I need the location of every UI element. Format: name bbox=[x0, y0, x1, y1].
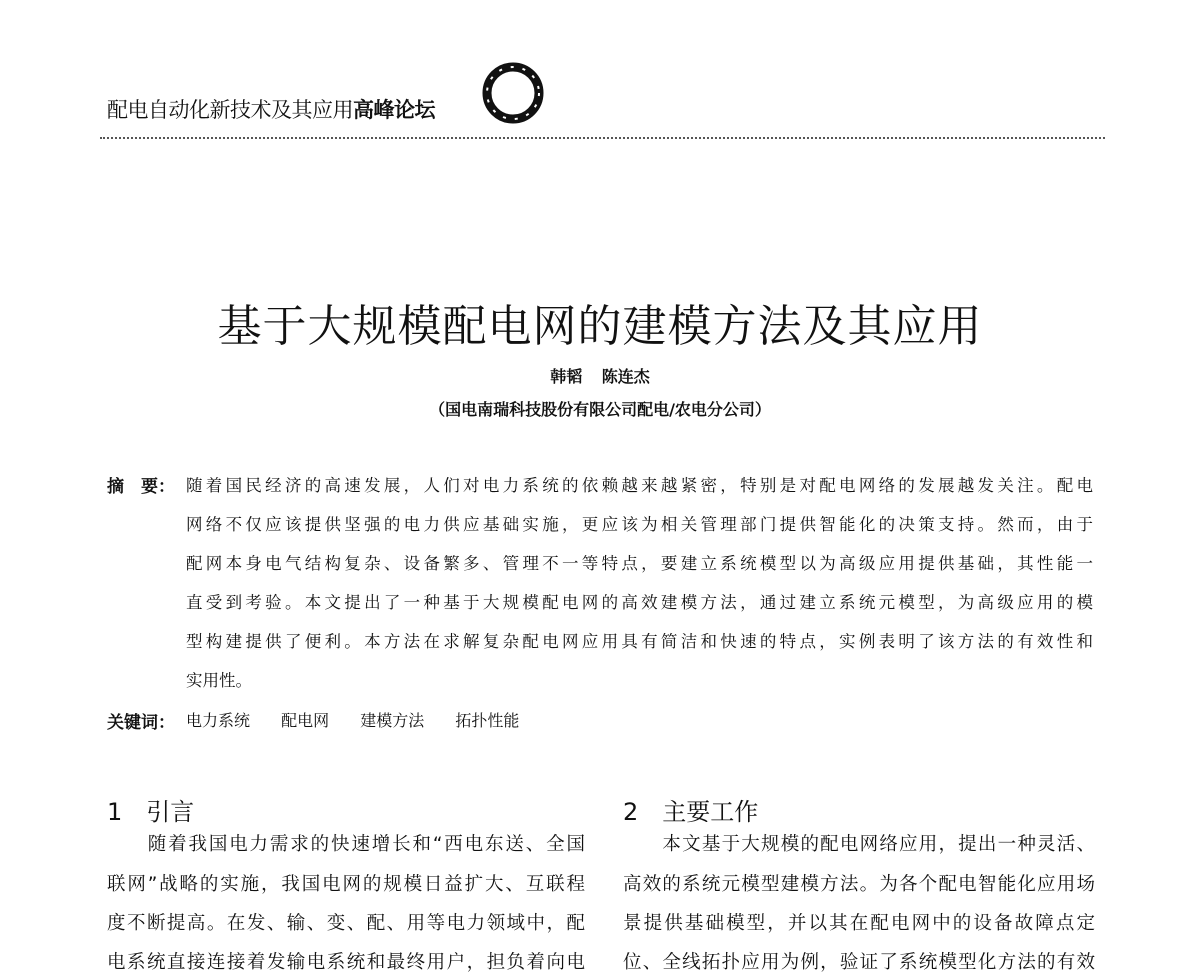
abstract-line: 配网本身电气结构复杂、设备繁多、管理不一等特点，要建立系统模型以为高级应用提供基础，其性能一 bbox=[186, 554, 1093, 573]
header-series-prefix: 配电自动化新技术及其应用 bbox=[107, 98, 353, 122]
body-line: 随着我国电力需求的快速增长和“西电东送、全国 bbox=[107, 834, 585, 855]
ring-logo-icon bbox=[478, 58, 548, 128]
paper-title: 基于大规模配电网的建模方法及其应用 bbox=[217, 301, 983, 352]
section-heading: 2 主要工作 bbox=[623, 798, 759, 826]
abstract-line: 型构建提供了便利。本方法在求解复杂配电网应用具有简洁和快速的特点，实例表明了该方法的有效性和 bbox=[186, 632, 1093, 651]
keyword: 拓扑性能 bbox=[455, 711, 520, 730]
body-line: 联网”战略的实施，我国电网的规模日益扩大、互联程 bbox=[107, 874, 585, 895]
abstract-line: 实用性。 bbox=[186, 671, 252, 690]
section-heading: 1 引言 bbox=[107, 798, 195, 826]
authors: 韩韬 陈连杰 bbox=[550, 367, 650, 386]
keywords-list bbox=[186, 708, 533, 731]
keyword: 配电网 bbox=[281, 711, 330, 730]
body-line: 景提供基础模型，并以其在配电网中的设备故障点定 bbox=[623, 913, 1095, 934]
abstract-line: 直受到考验。本文提出了一种基于大规模配电网的高效建模方法，通过建立系统元模型，为高级应用的模 bbox=[186, 593, 1093, 612]
body-line: 位、全线拓扑应用为例，验证了系统模型化方法的有效 bbox=[623, 952, 1095, 973]
header-series-bold: 高峰论坛 bbox=[353, 98, 435, 122]
body-line: 度不断提高。在发、输、变、配、用等电力领域中，配 bbox=[107, 913, 585, 934]
keyword: 电力系统 bbox=[186, 711, 251, 730]
abstract-line: 随着国民经济的高速发展，人们对电力系统的依赖越来越紧密，特别是对配电网络的发展越发关注。配电 bbox=[186, 476, 1093, 495]
header-divider bbox=[100, 137, 1105, 139]
abstract-line: 网络不仅应该提供坚强的电力供应基础实施，更应该为相关管理部门提供智能化的决策支持。然而，由于 bbox=[186, 515, 1093, 534]
abstract-label: 摘 要： bbox=[107, 477, 175, 497]
body-line: 高效的系统元模型建模方法。为各个配电智能化应用场 bbox=[623, 874, 1095, 895]
running-header bbox=[107, 94, 435, 124]
body-line: 本文基于大规模的配电网络应用，提出一种灵活、 bbox=[623, 834, 1095, 855]
affiliation: （国电南瑞科技股份有限公司配电/农电分公司） bbox=[429, 400, 771, 419]
keyword: 建模方法 bbox=[360, 711, 425, 730]
body-line: 电系统直接连接着发输电系统和最终用户，担负着向电 bbox=[107, 952, 585, 973]
keywords-label: 关键词： bbox=[107, 713, 175, 733]
